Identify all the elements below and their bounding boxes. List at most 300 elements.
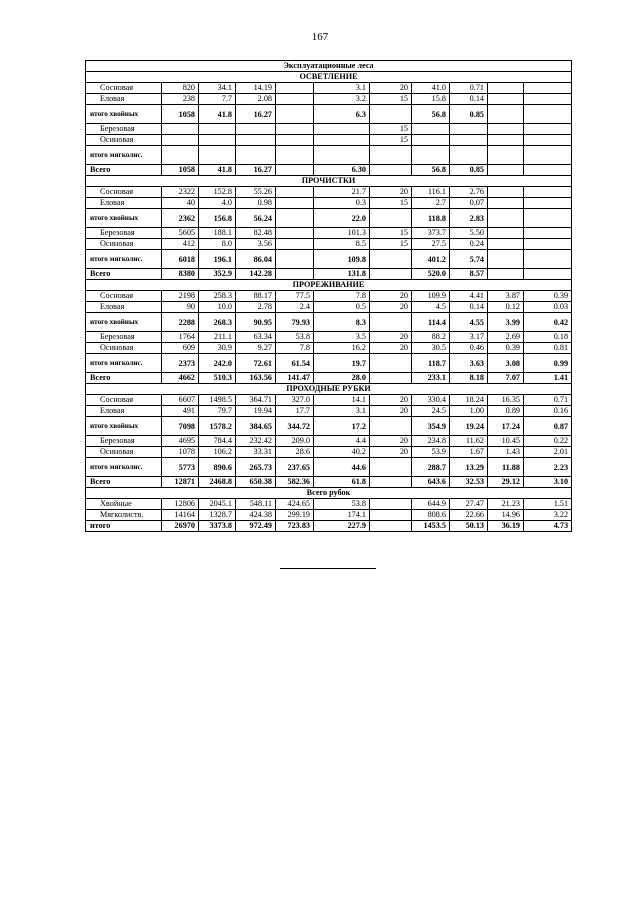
table-cell	[524, 165, 572, 176]
table-row	[86, 499, 572, 510]
row-label: Осиновая	[86, 343, 162, 354]
table-cell	[370, 499, 412, 510]
table-cell: 2045.1	[199, 499, 236, 510]
table-cell	[276, 105, 314, 124]
table-row	[86, 83, 572, 94]
table-cell: 20	[370, 436, 412, 447]
table-cell: 650.38	[236, 477, 276, 488]
table-cell	[488, 146, 524, 165]
table-cell	[370, 510, 412, 521]
row-label: итого мягколис.	[86, 250, 162, 269]
table-cell: 7.8	[314, 291, 370, 302]
table-cell: 156.8	[199, 209, 236, 228]
table-cell	[524, 198, 572, 209]
section-header-row	[86, 280, 572, 291]
table-cell: 109.9	[412, 291, 450, 302]
table-cell	[276, 165, 314, 176]
table-row	[86, 228, 572, 239]
table-cell: 609	[162, 343, 199, 354]
table-cell: 29.12	[488, 477, 524, 488]
table-cell	[524, 146, 572, 165]
table-row	[86, 343, 572, 354]
table-cell: 384.65	[236, 417, 276, 436]
table-cell	[488, 198, 524, 209]
table-cell: 0.89	[488, 406, 524, 417]
table-cell: 56.8	[412, 165, 450, 176]
table-cell	[524, 83, 572, 94]
row-label: итого мягколис.	[86, 458, 162, 477]
table-cell: 20	[370, 343, 412, 354]
table-cell	[450, 146, 488, 165]
table-cell: 1.67	[450, 447, 488, 458]
table-cell: 1.43	[488, 447, 524, 458]
subtotal-row	[86, 458, 572, 477]
table-cell: 2288	[162, 313, 199, 332]
table-cell: 16.27	[236, 165, 276, 176]
table-cell: 2.01	[524, 447, 572, 458]
row-label: Осиновая	[86, 447, 162, 458]
table-cell	[412, 135, 450, 146]
table-cell: 7.8	[276, 343, 314, 354]
table-cell: 53.9	[412, 447, 450, 458]
table-cell: 0.85	[450, 105, 488, 124]
table-cell: 424.38	[236, 510, 276, 521]
table-cell	[524, 228, 572, 239]
table-cell: 2.08	[236, 94, 276, 105]
table-cell: 22.0	[314, 209, 370, 228]
table-cell: 22.66	[450, 510, 488, 521]
table-cell: 0.71	[524, 395, 572, 406]
table-cell	[276, 135, 314, 146]
table-cell: 890.6	[199, 458, 236, 477]
table-cell: 21.7	[314, 187, 370, 198]
table-cell	[199, 146, 236, 165]
table-cell: 211.1	[199, 332, 236, 343]
table-cell: 17.2	[314, 417, 370, 436]
table-cell	[524, 209, 572, 228]
table-cell	[199, 135, 236, 146]
table-cell: 3.2	[314, 94, 370, 105]
subtotal-row	[86, 146, 572, 165]
subtotal-row	[86, 313, 572, 332]
table-cell: 56.24	[236, 209, 276, 228]
table-cell: 19.94	[236, 406, 276, 417]
table-title: Эксплуатационные леса	[86, 61, 572, 72]
table-cell: 14164	[162, 510, 199, 521]
table-cell	[236, 124, 276, 135]
table-cell: 258.3	[199, 291, 236, 302]
table-cell: 27.47	[450, 499, 488, 510]
bottom-rule	[280, 568, 376, 569]
table-cell: 163.56	[236, 373, 276, 384]
row-label: итого хвойных	[86, 313, 162, 332]
table-cell	[199, 124, 236, 135]
table-cell: 79.93	[276, 313, 314, 332]
table-cell	[488, 105, 524, 124]
table-row	[86, 291, 572, 302]
table-cell	[276, 146, 314, 165]
subtotal-row	[86, 417, 572, 436]
table-row	[86, 332, 572, 343]
table-cell: 510.3	[199, 373, 236, 384]
table-row	[86, 447, 572, 458]
row-label: итого мягколис.	[86, 146, 162, 165]
table-cell: 0.07	[450, 198, 488, 209]
table-cell	[524, 105, 572, 124]
table-cell: 1328.7	[199, 510, 236, 521]
table-cell: 82.48	[236, 228, 276, 239]
table-cell: 109.8	[314, 250, 370, 269]
table-cell: 3.22	[524, 510, 572, 521]
table-cell: 20	[370, 302, 412, 313]
table-cell: 7.7	[199, 94, 236, 105]
table-cell: 15	[370, 135, 412, 146]
row-label: Всего	[86, 269, 162, 280]
table-cell: 0.39	[524, 291, 572, 302]
table-cell	[370, 417, 412, 436]
table-cell: 288.7	[412, 458, 450, 477]
table-cell	[524, 124, 572, 135]
table-cell: 0.42	[524, 313, 572, 332]
row-label: итого хвойных	[86, 209, 162, 228]
row-label: Сосновая	[86, 187, 162, 198]
table-cell: 53.8	[314, 499, 370, 510]
table-row	[86, 406, 572, 417]
table-cell: 72.61	[236, 354, 276, 373]
table-cell	[314, 124, 370, 135]
table-cell: 0.22	[524, 436, 572, 447]
table-cell: 20	[370, 447, 412, 458]
table-cell: 19.7	[314, 354, 370, 373]
table-cell: 972.49	[236, 521, 276, 532]
row-label: Сосновая	[86, 291, 162, 302]
table-cell: 242.0	[199, 354, 236, 373]
table-cell: 2.7	[412, 198, 450, 209]
table-cell: 238	[162, 94, 199, 105]
total-row	[86, 269, 572, 280]
table-cell: 9.27	[236, 343, 276, 354]
table-row	[86, 239, 572, 250]
row-label: Сосновая	[86, 395, 162, 406]
table-cell: 520.0	[412, 269, 450, 280]
table-cell: 15	[370, 198, 412, 209]
table-cell: 131.8	[314, 269, 370, 280]
table-row	[86, 94, 572, 105]
row-label: Хвойные	[86, 499, 162, 510]
table-cell: 56.8	[412, 105, 450, 124]
table-cell	[488, 209, 524, 228]
table-cell: 2.76	[450, 187, 488, 198]
table-cell: 20	[370, 291, 412, 302]
table-cell: 2.69	[488, 332, 524, 343]
table-cell: 20	[370, 187, 412, 198]
row-label: Березовая	[86, 228, 162, 239]
table-cell: 237.65	[276, 458, 314, 477]
table-cell	[370, 313, 412, 332]
table-cell: 644.9	[412, 499, 450, 510]
table-cell: 1498.5	[199, 395, 236, 406]
table-cell: 268.3	[199, 313, 236, 332]
table-cell: 30.5	[412, 343, 450, 354]
table-row	[86, 510, 572, 521]
table-cell: 373.7	[412, 228, 450, 239]
table-cell: 79.7	[199, 406, 236, 417]
table-cell	[276, 250, 314, 269]
table-cell: 1.41	[524, 373, 572, 384]
table-cell: 0.81	[524, 343, 572, 354]
row-label: Березовая	[86, 332, 162, 343]
section-title: ПРОЧИСТКИ	[86, 176, 572, 187]
table-cell: 3.87	[488, 291, 524, 302]
table-cell	[370, 209, 412, 228]
total-row	[86, 165, 572, 176]
table-cell: 227.9	[314, 521, 370, 532]
table-row	[86, 135, 572, 146]
table-cell: 8.5	[314, 239, 370, 250]
table-cell: 8.18	[450, 373, 488, 384]
table-cell: 5605	[162, 228, 199, 239]
table-cell: 412	[162, 239, 199, 250]
table-cell: 15	[370, 239, 412, 250]
table-cell: 11.88	[488, 458, 524, 477]
table-cell: 2198	[162, 291, 199, 302]
table-cell	[276, 83, 314, 94]
table-cell: 90.95	[236, 313, 276, 332]
table-cell: 41.8	[199, 165, 236, 176]
table-cell: 8.3	[314, 313, 370, 332]
table-cell: 0.18	[524, 332, 572, 343]
table-cell	[488, 187, 524, 198]
table-cell: 4695	[162, 436, 199, 447]
table-cell: 27.5	[412, 239, 450, 250]
table-cell: 24.5	[412, 406, 450, 417]
table-cell: 106.2	[199, 447, 236, 458]
table-cell: 118.8	[412, 209, 450, 228]
table-cell	[524, 250, 572, 269]
section-header-row	[86, 384, 572, 395]
table-cell: 784.4	[199, 436, 236, 447]
table-cell: 20	[370, 83, 412, 94]
table-cell: 17.7	[276, 406, 314, 417]
table-cell	[412, 146, 450, 165]
table-cell: 6.30	[314, 165, 370, 176]
table-cell	[370, 521, 412, 532]
table-cell: 2.23	[524, 458, 572, 477]
section-header-row	[86, 176, 572, 187]
row-label: Еловая	[86, 198, 162, 209]
table-cell: 2373	[162, 354, 199, 373]
table-cell: 723.83	[276, 521, 314, 532]
table-cell: 90	[162, 302, 199, 313]
table-cell: 30.9	[199, 343, 236, 354]
table-cell	[276, 187, 314, 198]
table-cell: 40	[162, 198, 199, 209]
table-cell: 7.07	[488, 373, 524, 384]
table-cell: 21.23	[488, 499, 524, 510]
section-header-row	[86, 72, 572, 83]
table-cell	[488, 165, 524, 176]
row-label: Всего	[86, 477, 162, 488]
table-cell: 142.28	[236, 269, 276, 280]
table-cell: 50.13	[450, 521, 488, 532]
table-cell: 643.6	[412, 477, 450, 488]
table-cell	[276, 228, 314, 239]
table-cell: 118.7	[412, 354, 450, 373]
table-cell: 0.3	[314, 198, 370, 209]
table-cell: 28.0	[314, 373, 370, 384]
table-cell	[488, 94, 524, 105]
table-cell: 2362	[162, 209, 199, 228]
table-cell: 16.2	[314, 343, 370, 354]
table-cell: 3.1	[314, 406, 370, 417]
row-label: итого хвойных	[86, 417, 162, 436]
table-cell	[370, 105, 412, 124]
table-cell: 0.87	[524, 417, 572, 436]
table-cell	[276, 94, 314, 105]
table-cell	[450, 124, 488, 135]
table-cell: 1453.5	[412, 521, 450, 532]
table-cell: 174.1	[314, 510, 370, 521]
table-cell: 14.96	[488, 510, 524, 521]
table-cell	[370, 477, 412, 488]
table-cell	[236, 135, 276, 146]
table-cell	[370, 373, 412, 384]
table-cell: 15.8	[412, 94, 450, 105]
subtotal-row	[86, 105, 572, 124]
table-cell	[370, 354, 412, 373]
table-cell: 55.26	[236, 187, 276, 198]
table-cell: 0.14	[450, 302, 488, 313]
table-cell: 0.12	[488, 302, 524, 313]
table-cell: 11.62	[450, 436, 488, 447]
table-cell: 16.27	[236, 105, 276, 124]
table-title-row	[86, 61, 572, 72]
table-cell: 101.3	[314, 228, 370, 239]
total-row	[86, 477, 572, 488]
table-cell: 3.63	[450, 354, 488, 373]
table-cell: 61.54	[276, 354, 314, 373]
table-cell: 3.10	[524, 477, 572, 488]
table-cell: 354.9	[412, 417, 450, 436]
table-cell	[488, 124, 524, 135]
table-cell: 3.1	[314, 83, 370, 94]
table-cell: 0.16	[524, 406, 572, 417]
row-label: Еловая	[86, 94, 162, 105]
table-cell: 582.36	[276, 477, 314, 488]
table-cell: 4.41	[450, 291, 488, 302]
row-label: Мягколиств.	[86, 510, 162, 521]
table-cell: 401.2	[412, 250, 450, 269]
table-cell: 5.74	[450, 250, 488, 269]
table-cell: 4.5	[412, 302, 450, 313]
table-cell: 19.24	[450, 417, 488, 436]
table-cell: 3.08	[488, 354, 524, 373]
row-label: итого	[86, 521, 162, 532]
table-cell: 1.00	[450, 406, 488, 417]
table-cell	[524, 269, 572, 280]
table-cell: 6018	[162, 250, 199, 269]
table-cell: 196.1	[199, 250, 236, 269]
row-label: итого хвойных	[86, 105, 162, 124]
subtotal-row	[86, 209, 572, 228]
table-row	[86, 124, 572, 135]
table-cell: 44.6	[314, 458, 370, 477]
table-cell: 32.53	[450, 477, 488, 488]
table-cell	[370, 165, 412, 176]
table-cell: 8380	[162, 269, 199, 280]
table-cell	[370, 269, 412, 280]
table-cell: 0.98	[236, 198, 276, 209]
table-cell	[488, 269, 524, 280]
table-cell	[524, 239, 572, 250]
table-cell: 10.45	[488, 436, 524, 447]
table-row	[86, 436, 572, 447]
table-cell: 41.0	[412, 83, 450, 94]
table-cell: 77.5	[276, 291, 314, 302]
table-cell: 1058	[162, 165, 199, 176]
row-label: Еловая	[86, 302, 162, 313]
table-cell	[162, 124, 199, 135]
table-cell: 116.1	[412, 187, 450, 198]
table-cell: 1.51	[524, 499, 572, 510]
table-cell: 15	[370, 228, 412, 239]
table-cell: 61.8	[314, 477, 370, 488]
table-cell	[370, 458, 412, 477]
table-cell: 88.17	[236, 291, 276, 302]
table-cell: 0.14	[450, 94, 488, 105]
table-cell: 7098	[162, 417, 199, 436]
table-cell: 41.8	[199, 105, 236, 124]
table-cell: 4.4	[314, 436, 370, 447]
row-label: Еловая	[86, 406, 162, 417]
table-cell: 8.57	[450, 269, 488, 280]
table-row	[86, 198, 572, 209]
table-cell: 424.65	[276, 499, 314, 510]
section-title: ПРОХОДНЫЕ РУБКИ	[86, 384, 572, 395]
table-cell	[450, 135, 488, 146]
row-label: Осиновая	[86, 239, 162, 250]
table-cell	[412, 124, 450, 135]
table-cell: 808.6	[412, 510, 450, 521]
section-header-row	[86, 488, 572, 499]
table-cell: 265.73	[236, 458, 276, 477]
table-cell: 4662	[162, 373, 199, 384]
table-cell: 3.17	[450, 332, 488, 343]
table-cell: 2.4	[276, 302, 314, 313]
table-cell: 20	[370, 332, 412, 343]
table-cell: 4.55	[450, 313, 488, 332]
table-cell: 0.03	[524, 302, 572, 313]
table-cell: 13.29	[450, 458, 488, 477]
total-row	[86, 373, 572, 384]
row-label: Березовая	[86, 124, 162, 135]
table-cell: 5.50	[450, 228, 488, 239]
table-cell: 3.5	[314, 332, 370, 343]
table-cell: 209.0	[276, 436, 314, 447]
table-cell: 12871	[162, 477, 199, 488]
table-cell: 1058	[162, 105, 199, 124]
table-cell: 14.1	[314, 395, 370, 406]
table-cell: 0.5	[314, 302, 370, 313]
table-cell	[276, 239, 314, 250]
row-label: Всего	[86, 165, 162, 176]
table-cell	[276, 124, 314, 135]
table-cell	[370, 250, 412, 269]
table-row	[86, 302, 572, 313]
table-cell	[488, 228, 524, 239]
table-cell	[488, 83, 524, 94]
table-cell: 1078	[162, 447, 199, 458]
